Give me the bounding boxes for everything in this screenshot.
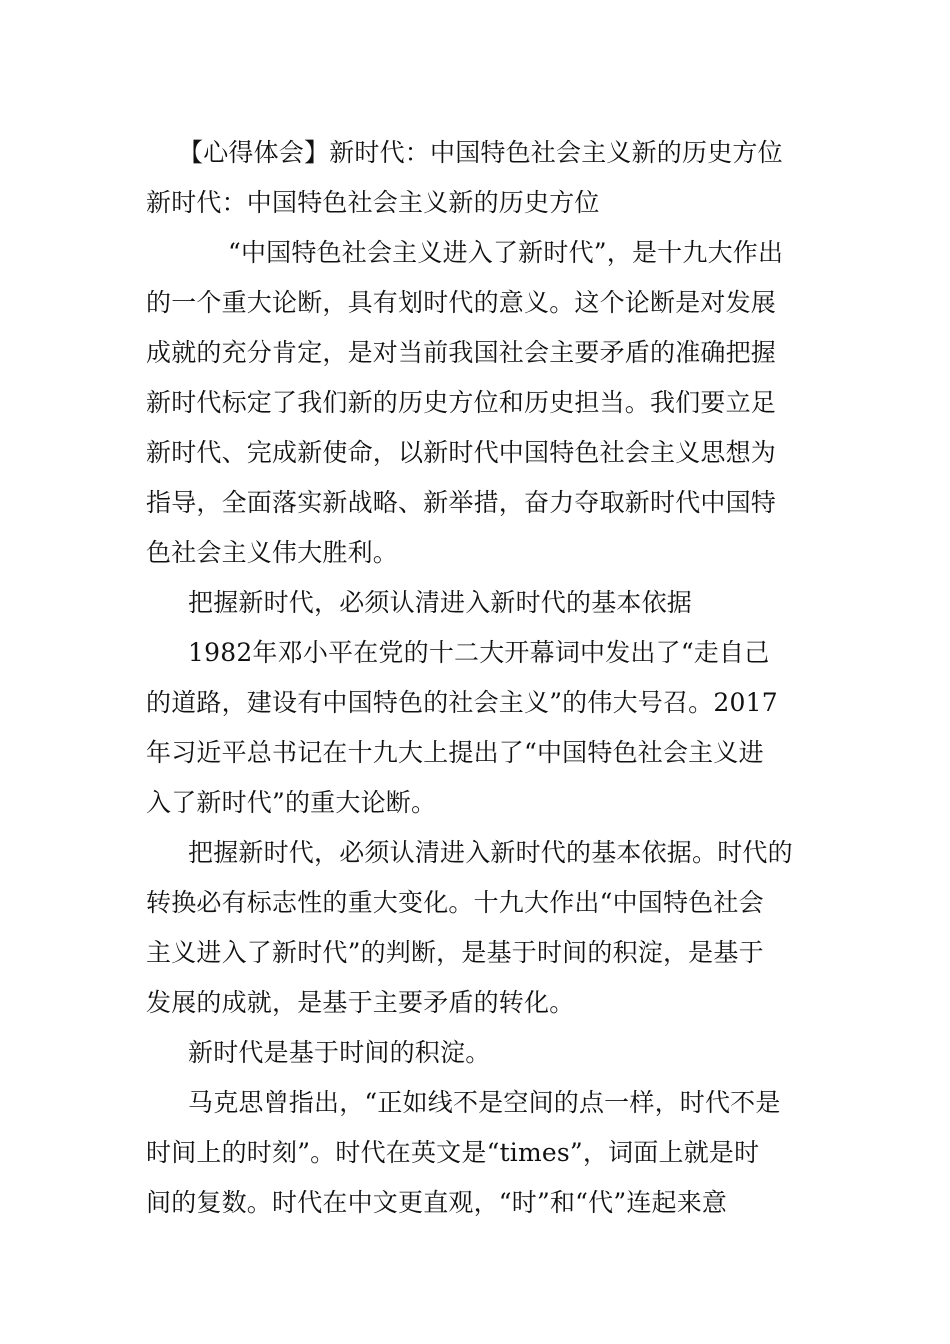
paragraph-line: “中国特色社会主义进入了新时代”，是十九大作出 [228, 238, 784, 267]
paragraph-line: 成就的充分肯定，是对当前我国社会主要矛盾的准确把握 [146, 338, 777, 367]
paragraph-line: 新时代是基于时间的积淀。 [188, 1038, 491, 1067]
paragraph-line: 转换必有标志性的重大变化。十九大作出“中国特色社会 [146, 888, 764, 917]
paragraph-line: 新时代标定了我们新的历史方位和历史担当。我们要立足 [146, 388, 777, 417]
document-title: 【心得体会】新时代：中国特色社会主义新的历史方位 [178, 138, 783, 167]
paragraph-line: 新时代、完成新使命，以新时代中国特色社会主义思想为 [146, 438, 777, 467]
paragraph-line: 1982年邓小平在党的十二大开幕词中发出了“走自己 [188, 638, 770, 667]
section-heading: 把握新时代，必须认清进入新时代的基本依据 [188, 588, 693, 617]
paragraph-line: 年习近平总书记在十九大上提出了“中国特色社会主义进 [146, 738, 764, 767]
paragraph-line: 发展的成就，是基于主要矛盾的转化。 [146, 988, 575, 1017]
paragraph-line: 主义进入了新时代”的判断，是基于时间的积淀，是基于 [146, 938, 764, 967]
paragraph-line: 的道路，建设有中国特色的社会主义”的伟大号召。2017 [146, 688, 778, 717]
paragraph-line: 的一个重大论断，具有划时代的意义。这个论断是对发展 [146, 288, 777, 317]
paragraph-line: 马克思曾指出，“正如线不是空间的点一样，时代不是 [188, 1088, 781, 1117]
document-subtitle: 新时代：中国特色社会主义新的历史方位 [146, 188, 600, 217]
paragraph-line: 把握新时代，必须认清进入新时代的基本依据。时代的 [188, 838, 793, 867]
paragraph-line: 时间上的时刻”。时代在英文是“times”，词面上就是时 [146, 1138, 760, 1167]
paragraph-line: 色社会主义伟大胜利。 [146, 538, 399, 567]
paragraph-line: 入了新时代”的重大论断。 [146, 788, 437, 817]
paragraph-line: 间的复数。时代在中文更直观，“时”和“代”连起来意 [146, 1188, 728, 1217]
paragraph-line: 指导，全面落实新战略、新举措，奋力夺取新时代中国特 [146, 488, 777, 517]
